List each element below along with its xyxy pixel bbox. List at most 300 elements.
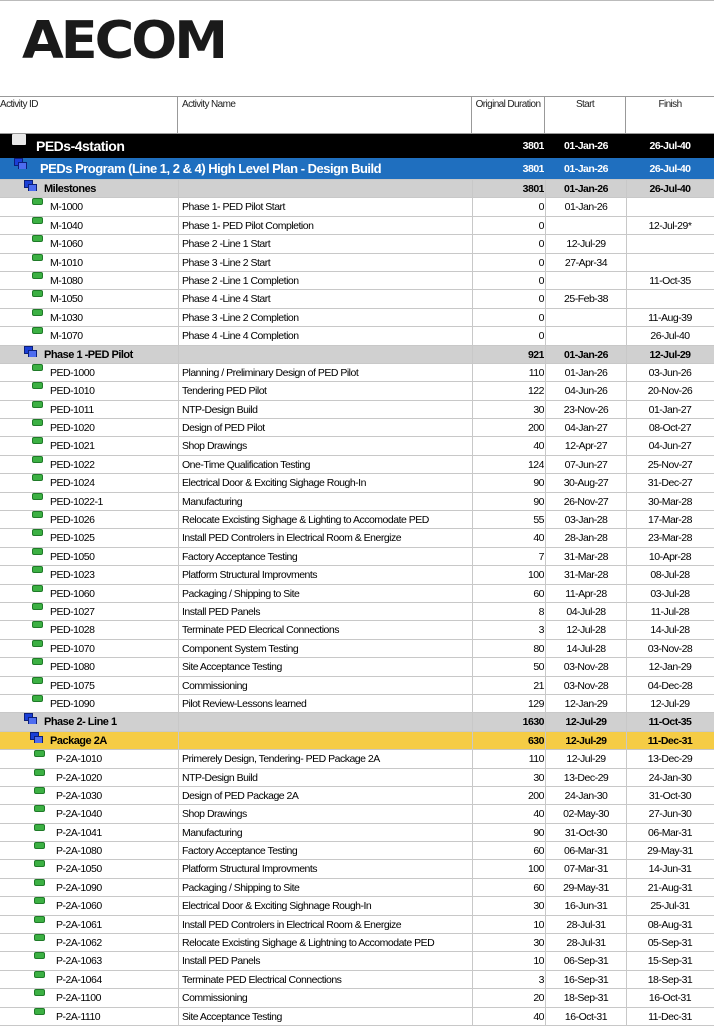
start-date: 03-Nov-28 (563, 679, 609, 692)
column-divider (178, 695, 179, 712)
start-date: 07-Jun-27 (564, 458, 608, 471)
column-divider (472, 1008, 473, 1025)
activity-bar-icon (32, 198, 43, 205)
activity-name: Phase 2 -Line 1 Start (182, 238, 271, 251)
wbs-node-icon-part (18, 162, 27, 169)
activity-name: Manufacturing (182, 495, 243, 508)
column-divider (472, 860, 473, 877)
column-divider (472, 548, 473, 565)
aecom-logo: AECOM (22, 10, 225, 71)
table-row[interactable] (0, 382, 714, 400)
original-duration: 0 (538, 330, 544, 343)
activity-name: Commissioning (182, 679, 248, 692)
column-divider (178, 621, 179, 638)
original-duration: 40 (533, 1010, 544, 1023)
table-row[interactable] (0, 235, 714, 253)
column-divider (472, 309, 473, 326)
column-divider (472, 529, 473, 546)
activity-name: Component System Testing (182, 642, 299, 655)
activity-name: Electrical Door & Exciting Sighnage Rough-In (182, 900, 372, 913)
column-divider (472, 787, 473, 804)
original-duration: 1630 (522, 716, 544, 729)
column-divider (178, 254, 179, 271)
wbs-name: Phase 1 -PED Pilot (44, 348, 133, 361)
activity-name: Design of PED Pilot (182, 422, 265, 435)
column-divider (178, 474, 179, 491)
start-date: 26-Nov-27 (563, 495, 609, 508)
table-row[interactable] (0, 585, 714, 603)
wbs-group-row[interactable] (0, 713, 714, 731)
table-row[interactable] (0, 217, 714, 235)
column-divider (472, 437, 473, 454)
activity-name: Shop Drawings (182, 440, 247, 453)
finish-date: 17-Mar-28 (648, 514, 692, 527)
start-date: 25-Feb-38 (564, 293, 608, 306)
original-duration: 50 (533, 661, 544, 674)
activity-name: Manufacturing (182, 826, 243, 839)
activity-id: PED-1070 (50, 642, 95, 655)
finish-date: 11-Oct-35 (649, 274, 691, 287)
column-divider (626, 235, 627, 252)
original-duration: 0 (538, 256, 544, 269)
original-duration: 200 (527, 789, 544, 802)
activity-name: Phase 2 -Line 1 Completion (182, 274, 299, 287)
table-row[interactable] (0, 640, 714, 658)
activity-bar-icon (32, 548, 43, 555)
start-date: 12-Jan-29 (564, 697, 608, 710)
activity-id: P-2A-1020 (56, 771, 102, 784)
original-duration: 3 (538, 973, 544, 986)
finish-date: 04-Jun-27 (648, 440, 692, 453)
table-body (0, 134, 714, 1026)
finish-date: 14-Jul-28 (650, 624, 690, 637)
table-header (0, 96, 714, 134)
activity-id: PED-1075 (50, 679, 95, 692)
column-divider (472, 842, 473, 859)
original-duration: 55 (533, 514, 544, 527)
original-duration: 100 (527, 569, 544, 582)
original-duration: 8 (538, 605, 544, 618)
table-row[interactable] (0, 548, 714, 566)
table-row[interactable] (0, 787, 714, 805)
finish-date: 15-Sep-31 (647, 955, 693, 968)
original-duration: 0 (538, 293, 544, 306)
activity-name: Factory Acceptance Testing (182, 550, 298, 563)
column-divider (472, 217, 473, 234)
table-row[interactable] (0, 566, 714, 584)
activity-bar-icon (34, 805, 45, 812)
finish-date: 26-Jul-40 (649, 140, 691, 152)
original-duration: 30 (533, 771, 544, 784)
start-date: 16-Oct-31 (564, 1010, 608, 1023)
column-divider (472, 989, 473, 1006)
column-divider (472, 511, 473, 528)
original-duration: 129 (527, 697, 544, 710)
finish-date: 14-Jun-31 (648, 863, 692, 876)
start-date: 04-Jun-26 (564, 385, 608, 398)
activity-id: PED-1060 (50, 587, 95, 600)
activity-name: Install PED Controlers in Electrical Room & Energize (182, 918, 402, 931)
start-date: 16-Jun-31 (564, 900, 608, 913)
activity-name: Electrical Door & Exciting Sighage Rough-In (182, 477, 366, 490)
original-duration: 921 (527, 348, 544, 361)
table-row[interactable] (0, 971, 714, 989)
activity-id: P-2A-1050 (56, 863, 102, 876)
column-divider (472, 603, 473, 620)
table-row[interactable] (0, 419, 714, 437)
column-divider (472, 971, 473, 988)
finish-date: 13-Dec-29 (647, 753, 693, 766)
start-date: 28-Jul-31 (566, 937, 606, 950)
wbs-node-icon-part (28, 184, 37, 191)
start-date: 14-Jul-28 (566, 642, 606, 655)
column-divider (472, 677, 473, 694)
activity-id: P-2A-1063 (56, 955, 102, 968)
activity-id: PED-1090 (50, 697, 95, 710)
activity-bar-icon (32, 437, 43, 444)
activity-id: PED-1023 (50, 569, 95, 582)
column-divider (472, 952, 473, 969)
wbs-group-row[interactable] (0, 134, 714, 158)
original-duration: 100 (527, 863, 544, 876)
start-date: 28-Jul-31 (566, 918, 606, 931)
table-row[interactable] (0, 805, 714, 823)
original-duration: 30 (533, 403, 544, 416)
activity-id: PED-1000 (50, 366, 95, 379)
table-row[interactable] (0, 272, 714, 290)
column-divider (178, 272, 179, 289)
start-date: 13-Dec-29 (563, 771, 609, 784)
start-date: 18-Sep-31 (563, 992, 609, 1005)
table-row[interactable] (0, 677, 714, 695)
finish-date: 29-May-31 (647, 845, 693, 858)
activity-bar-icon (32, 677, 43, 684)
column-divider (472, 346, 473, 363)
activity-bar-icon (34, 916, 45, 923)
activity-name: Terminate PED Electrical Connections (182, 973, 342, 986)
table-row[interactable] (0, 309, 714, 327)
start-date: 29-May-31 (563, 881, 609, 894)
activity-name: Tendering PED Pilot (182, 385, 267, 398)
table-row[interactable] (0, 769, 714, 787)
activity-bar-icon (34, 750, 45, 757)
table-row[interactable] (0, 897, 714, 915)
column-divider (472, 640, 473, 657)
activity-name: Phase 3 -Line 2 Start (182, 256, 271, 269)
original-duration: 90 (533, 477, 544, 490)
original-duration: 90 (533, 826, 544, 839)
activity-name: Platform Structural Improvments (182, 863, 318, 876)
activity-name: Packaging / Shipping to Site (182, 587, 300, 600)
finish-date: 03-Jun-26 (648, 366, 692, 379)
column-divider (472, 474, 473, 491)
start-date: 31-Mar-28 (564, 569, 608, 582)
original-duration: 30 (533, 900, 544, 913)
original-duration: 0 (538, 311, 544, 324)
table-row[interactable] (0, 658, 714, 676)
activity-name: Primerely Design, Tendering- PED Package 2A (182, 753, 380, 766)
original-duration: 60 (533, 587, 544, 600)
column-divider (472, 382, 473, 399)
activity-name: Phase 1- PED Pilot Start (182, 201, 285, 214)
column-divider (472, 769, 473, 786)
finish-date: 16-Oct-31 (648, 992, 692, 1005)
column-divider (178, 419, 179, 436)
header-start[interactable]: Start (545, 97, 626, 133)
wbs-group-row[interactable] (0, 732, 714, 750)
column-divider (178, 198, 179, 215)
column-divider (178, 603, 179, 620)
wbs-node-icon (14, 158, 27, 169)
wbs-node-icon (24, 180, 37, 191)
wbs-group-row[interactable] (0, 180, 714, 198)
activity-name: Packaging / Shipping to Site (182, 881, 300, 894)
original-duration: 10 (533, 955, 544, 968)
column-divider (472, 254, 473, 271)
table-row[interactable] (0, 437, 714, 455)
table-row[interactable] (0, 860, 714, 878)
activity-name: Install PED Panels (182, 605, 260, 618)
activity-bar-icon (34, 897, 45, 904)
start-date: 06-Mar-31 (564, 845, 608, 858)
start-date: 04-Jan-27 (564, 422, 608, 435)
activity-id: PED-1021 (50, 440, 95, 453)
finish-date: 03-Jul-28 (650, 587, 690, 600)
original-duration: 80 (533, 642, 544, 655)
column-divider (472, 934, 473, 951)
start-date: 06-Sep-31 (563, 955, 609, 968)
start-date: 01-Jan-26 (564, 183, 608, 195)
wbs-name: Milestones (44, 183, 96, 195)
original-duration: 40 (533, 532, 544, 545)
activity-bar-icon (32, 621, 43, 628)
start-date: 03-Nov-28 (563, 661, 609, 674)
column-divider (472, 805, 473, 822)
top-border (0, 0, 714, 1)
table-row[interactable] (0, 621, 714, 639)
finish-date: 12-Jul-29 (649, 348, 691, 361)
column-divider (178, 437, 179, 454)
table-row[interactable] (0, 511, 714, 529)
activity-id: PED-1022-1 (50, 495, 103, 508)
table-row[interactable] (0, 603, 714, 621)
activity-name: Phase 1- PED Pilot Completion (182, 219, 314, 232)
wbs-group-row[interactable] (0, 346, 714, 364)
activity-id: P-2A-1041 (56, 826, 102, 839)
activity-bar-icon (32, 254, 43, 261)
table-row[interactable] (0, 327, 714, 345)
original-duration: 60 (533, 881, 544, 894)
activity-bar-icon (32, 419, 43, 426)
activity-id: P-2A-1030 (56, 789, 102, 802)
column-divider (472, 713, 473, 730)
activity-id: P-2A-1100 (56, 992, 101, 1005)
column-divider (178, 309, 179, 326)
column-divider (472, 290, 473, 307)
column-divider (178, 529, 179, 546)
column-divider (178, 493, 179, 510)
finish-date: 12-Jan-29 (648, 661, 692, 674)
activity-bar-icon (32, 529, 43, 536)
activity-id: M-1010 (50, 256, 83, 269)
original-duration: 3801 (522, 183, 544, 195)
start-date: 03-Jan-28 (564, 514, 608, 527)
table-row[interactable] (0, 842, 714, 860)
activity-id: M-1080 (50, 274, 83, 287)
column-divider (626, 254, 627, 271)
table-row[interactable] (0, 695, 714, 713)
start-date: 07-Mar-31 (564, 863, 608, 876)
original-duration: 30 (533, 937, 544, 950)
finish-date: 06-Mar-31 (648, 826, 692, 839)
table-row[interactable] (0, 952, 714, 970)
activity-bar-icon (32, 290, 43, 297)
activity-bar-icon (32, 401, 43, 408)
activity-bar-icon (34, 971, 45, 978)
table-row[interactable] (0, 529, 714, 547)
column-divider (178, 511, 179, 528)
original-duration: 122 (527, 385, 544, 398)
finish-date: 26-Jul-40 (650, 330, 690, 343)
finish-date: 25-Jul-31 (650, 900, 690, 913)
finish-date: 26-Jul-40 (649, 183, 691, 195)
start-date: 16-Sep-31 (563, 973, 609, 986)
table-row[interactable] (0, 401, 714, 419)
finish-date: 01-Jan-27 (648, 403, 692, 416)
activity-name: Relocate Excisting Sighage & Lighting to Accomodate PED (182, 514, 429, 527)
column-divider (472, 658, 473, 675)
table-row[interactable] (0, 750, 714, 768)
start-date: 12-Jul-29 (566, 238, 606, 251)
start-date: 12-Jul-29 (565, 734, 607, 747)
table-row[interactable] (0, 989, 714, 1007)
start-date: 28-Jan-28 (564, 532, 608, 545)
activity-name: Planning / Preliminary Design of PED Pilot (182, 366, 359, 379)
activity-bar-icon (32, 566, 43, 573)
finish-date: 08-Aug-31 (647, 918, 693, 931)
activity-name: Shop Drawings (182, 808, 247, 821)
finish-date: 20-Nov-26 (647, 385, 693, 398)
activity-name: One-Time Qualification Testing (182, 458, 310, 471)
finish-date: 11-Dec-31 (647, 734, 693, 747)
original-duration: 0 (538, 219, 544, 232)
activity-bar-icon (34, 824, 45, 831)
start-date: 30-Aug-27 (563, 477, 609, 490)
finish-date: 21-Aug-31 (647, 881, 693, 894)
column-divider (178, 658, 179, 675)
original-duration: 40 (533, 440, 544, 453)
original-duration: 110 (528, 753, 544, 766)
column-divider (472, 493, 473, 510)
column-divider (472, 180, 473, 197)
column-divider (472, 732, 473, 749)
wbs-group-row[interactable] (0, 158, 714, 180)
finish-date: 11-Oct-35 (648, 716, 692, 729)
activity-id: M-1040 (50, 219, 83, 232)
table-row[interactable] (0, 474, 714, 492)
finish-date: 11-Aug-39 (648, 311, 692, 324)
table-row[interactable] (0, 934, 714, 952)
activity-name: NTP-Design Build (182, 403, 258, 416)
activity-bar-icon (32, 658, 43, 665)
schedule-table (0, 96, 714, 1026)
header-original-duration[interactable]: Original Duration (472, 97, 545, 133)
finish-date: 11-Jul-28 (650, 605, 690, 618)
activity-id: P-2A-1064 (56, 973, 102, 986)
activity-name: Pilot Review-Lessons learned (182, 697, 307, 710)
table-row[interactable] (0, 1008, 714, 1026)
start-date: 04-Jul-28 (566, 605, 606, 618)
start-date: 01-Jan-26 (564, 348, 608, 361)
start-date: 01-Jan-26 (564, 140, 608, 152)
column-divider (472, 419, 473, 436)
table-row[interactable] (0, 916, 714, 934)
original-duration: 3801 (522, 163, 544, 175)
original-duration: 124 (527, 458, 544, 471)
original-duration: 21 (533, 679, 544, 692)
original-duration: 60 (533, 845, 544, 858)
column-divider (178, 217, 179, 234)
activity-name: Phase 4 -Line 4 Start (182, 293, 271, 306)
table-row[interactable] (0, 824, 714, 842)
table-row[interactable] (0, 198, 714, 216)
original-duration: 0 (538, 201, 544, 214)
original-duration: 40 (533, 808, 544, 821)
column-divider (545, 327, 546, 344)
activity-bar-icon (34, 860, 45, 867)
header-activity-id[interactable]: Activity ID (0, 97, 178, 133)
column-divider (626, 198, 627, 215)
original-duration: 0 (538, 274, 544, 287)
finish-date: 27-Jun-30 (648, 808, 692, 821)
finish-date: 24-Jan-30 (648, 771, 692, 784)
start-date: 02-May-30 (563, 808, 609, 821)
column-divider (178, 401, 179, 418)
activity-id: P-2A-1062 (56, 937, 102, 950)
activity-bar-icon (34, 1008, 45, 1015)
header-finish[interactable]: Finish (658, 99, 682, 110)
activity-name: Install PED Panels (182, 955, 260, 968)
start-date: 01-Jan-26 (564, 163, 608, 175)
activity-bar-icon (34, 989, 45, 996)
activity-bar-icon (32, 382, 43, 389)
activity-id: M-1030 (50, 311, 83, 324)
column-divider (472, 585, 473, 602)
original-duration: 10 (533, 918, 544, 931)
table-row[interactable] (0, 456, 714, 474)
column-divider (545, 309, 546, 326)
column-divider (472, 566, 473, 583)
column-divider (178, 566, 179, 583)
finish-date: 10-Apr-28 (648, 550, 692, 563)
column-divider (178, 677, 179, 694)
wbs-node-icon-part (28, 350, 37, 357)
header-activity-name[interactable]: Activity Name (178, 97, 472, 133)
table-row[interactable] (0, 364, 714, 382)
start-date: 01-Jan-26 (564, 201, 608, 214)
original-duration: 200 (527, 422, 544, 435)
activity-bar-icon (34, 842, 45, 849)
column-divider (472, 824, 473, 841)
column-divider (472, 401, 473, 418)
start-date: 23-Nov-26 (563, 403, 609, 416)
table-row[interactable] (0, 254, 714, 272)
table-row[interactable] (0, 879, 714, 897)
activity-id: P-2A-1010 (56, 753, 102, 766)
column-divider (472, 364, 473, 381)
table-row[interactable] (0, 493, 714, 511)
table-row[interactable] (0, 290, 714, 308)
